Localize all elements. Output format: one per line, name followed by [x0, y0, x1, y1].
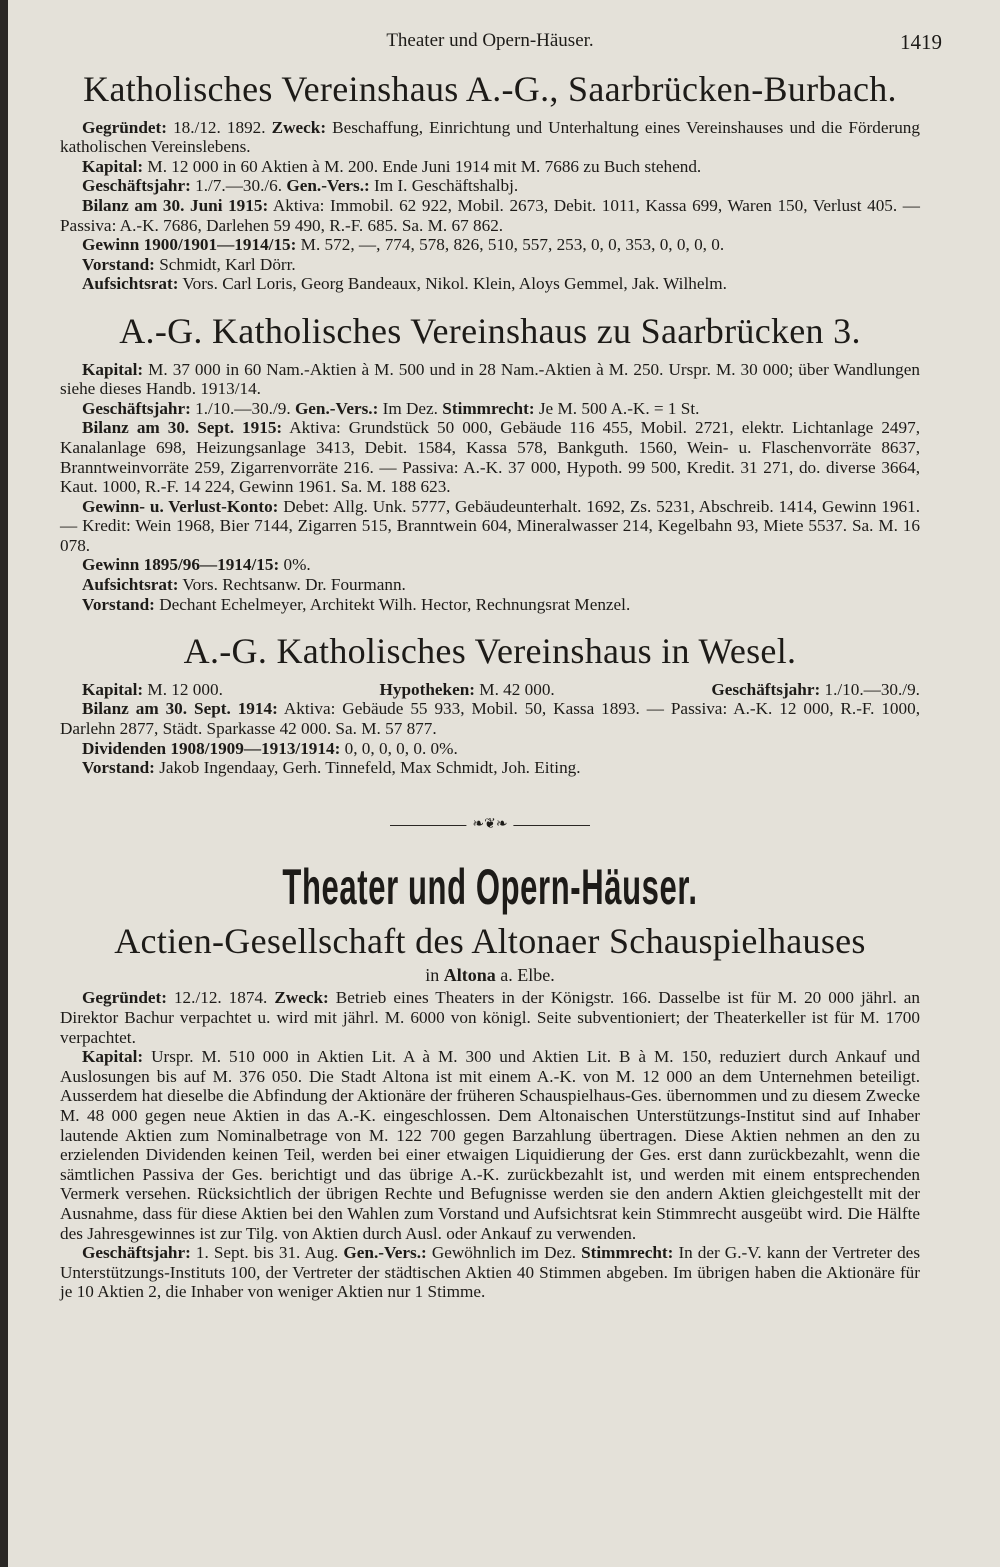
paragraph: Gegründet: 18./12. 1892. Zweck: Beschaffung, Einrichtung und Unterhaltung eines Vereinshauses und die Förderung katholischen Vereinslebens. [60, 117, 920, 157]
paragraph: Gewinn- u. Verlust-Konto: Debet: Allg. Unk. 5777, Gebäudeunterhalt. 1692, Zs. 5231, Abschreib. 1414, Gewinn 1961. — Kredit: Wein 1968, Bier 7144, Zigarren 515, Branntwein 604, Mineralwasser 214, Kegelbahn 93, Miete 5537. Sa. M. 16 078. [60, 496, 920, 555]
paragraph: Gewinn 1900/1901—1914/15: M. 572, —, 774, 578, 826, 510, 557, 253, 0, 0, 353, 0, 0, 0, 0. [82, 235, 725, 255]
paragraph: Vorstand: Dechant Echelmeyer, Architekt Wilh. Hector, Rechnungsrat Menzel. [82, 594, 631, 614]
page-header [60, 26, 942, 60]
page-number: 1419 [900, 30, 942, 54]
paragraph: Bilanz am 30. Juni 1915: Aktiva: Immobil. 62 922, Mobil. 2673, Debit. 1011, Kassa 699, Waren 150, Verlust 405. — Passiva: A.-K. 7686, Darlehen 59 490, R.-F. 685. Sa. M. 67 862. [60, 195, 920, 235]
paragraph: Aufsichtsrat: Vors. Rechtsanw. Dr. Fourmann. [82, 575, 406, 595]
section-title-saarbruecken: A.-G. Katholisches Vereinshaus zu Saarbrücken 3. [119, 310, 861, 351]
paragraph: Bilanz am 30. Sept. 1914: Aktiva: Gebäude 55 933, Mobil. 50, Kassa 1893. — Passiva: A.-K. 12 000, R.-F. 1000, Darlehn 2877, Städt. Sparkasse 42 000. Sa. M. 57 877. [60, 699, 921, 739]
paragraph: Bilanz am 30. Sept. 1915: Aktiva: Grundstück 50 000, Gebäude 116 455, Mobil. 2721, elektr. Lichtanlage 2497, Kanalanlage 698, Heizungsanlage 3413, Debit. 1584, Kassa 578, Bankguth. 1560, Wein- u. Flaschenvorräte 8637, Branntweinvorräte 259, Zigarrenvorräte 216. — Passiva: A.-K. 37 000, Hypoth. 99 500, Kredit. 31 271, do. diverse 3664, Kaut. 1000, R.-F. 14 224, Gewinn 1961. Sa. M. 188 623. [60, 418, 920, 497]
category-title: Theater und Opern-Häuser. [282, 858, 698, 915]
row-item: Kapital: M. 12 000. [82, 679, 223, 699]
paragraph: Geschäftsjahr: 1./10.—30./9. Gen.-Vers.: Im Dez. Stimmrecht: Je M. 500 A.-K. = 1 St. [82, 398, 700, 418]
row-item: Geschäftsjahr: 1./10.—30./9. [711, 679, 920, 699]
running-title: Theater und Opern-Häuser. [386, 30, 594, 51]
summary-row [60, 680, 920, 700]
paragraph: Vorstand: Schmidt, Karl Dörr. [82, 254, 296, 274]
paragraph: Kapital: M. 12 000 in 60 Aktien à M. 200. Ende Juni 1914 mit M. 7686 zu Buch stehend. [82, 156, 702, 176]
ornamental-divider [390, 818, 590, 832]
paragraph: Aufsichtsrat: Vors. Carl Loris, Georg Bandeaux, Nikol. Klein, Aloys Gemmel, Jak. Wilhelm. [82, 274, 727, 294]
paragraph: Gewinn 1895/96—1914/15: 0%. [82, 555, 311, 575]
paragraph: Kapital: M. 37 000 in 60 Nam.-Aktien à M. 500 und in 28 Nam.-Aktien à M. 250. Urspr. M. 30 000; über Wandlungen siehe dieses Handb. 1913/14. [60, 359, 920, 399]
paragraph: Gegründet: 12./12. 1874. Zweck: Betrieb eines Theaters in der Königstr. 166. Dasselbe ist für M. 20 000 jährl. an Direktor Bachur verpachtet u. wird mit jährl. M. 6000 von königl. Seite subventioniert; der Theaterkeller ist für M. 1700 verpachtet. [60, 988, 920, 1047]
paragraph: Geschäftsjahr: 1./7.—30./6. Gen.-Vers.: Im I. Geschäftshalbj. [82, 176, 519, 196]
paragraph: Geschäftsjahr: 1. Sept. bis 31. Aug. Gen.-Vers.: Gewöhnlich im Dez. Stimmrecht: In der G.-V. kann der Vertreter des Unterstützungs-Instituts 100, der Vertreter der städtischen Aktien 40 Stimmen abgeben. Im übrigen haben die Aktionäre für je 10 Aktien 2, die Inhaber von weniger Aktien nur 1 Stimme. [60, 1243, 921, 1302]
section-title-wesel: A.-G. Katholisches Vereinshaus in Wesel. [183, 631, 797, 672]
company-title: Actien-Gesellschaft des Altonaer Schauspielhauses [114, 920, 866, 961]
ornament-icon: ❧❦❧ [466, 818, 513, 832]
paragraph: Vorstand: Jakob Ingendaay, Gerh. Tinnefeld, Max Schmidt, Joh. Eiting. [82, 758, 581, 778]
paragraph: Dividenden 1908/1909—1913/1914: 0, 0, 0, 0, 0. 0%. [82, 738, 458, 758]
row-item: Hypotheken: M. 42 000. [379, 679, 555, 699]
company-location: in Altona a. Elbe. [425, 965, 555, 986]
paragraph: Kapital: Urspr. M. 510 000 in Aktien Lit. A à M. 300 und Aktien Lit. B à M. 150, reduziert durch Ankauf und Auslosungen bis auf M. 376 050. Die Stadt Altona ist mit einem A.-K. von M. 12 000 an dem Unternehmen beteiligt. Ausserdem hat dieselbe die Abfindung der Aktionäre der früheren Schauspielhaus-Ges. übernommen und zu diesem Zwecke M. 48 000 gegen neue Aktien in das A.-K. eingeschlossen. Dem Altonaischen Unterstützungs-Institut sind auf Inhaber lautende Aktien zum Nominalbetrage von M. 122 700 gegen Barzahlung übertragen. Diese Aktien nehmen an den zu erzielenden Dividenden keinen Teil, werden bei einer etwaigen Liquidierung der Ges. erst dann zurückbezahlt, wenn die sämtlichen Passiva der Ges. berichtigt und das übrige A.-K. zurückbezahlt ist, und werden mit einem entsprechenden Vermerk versehen. Rücksichtlich der übrigen Rechte und Befugnisse werden sie den andern Aktien gleichgestellt mit der Ausnahme, dass für diese Aktien bei den Wahlen zum Vorstand und Aufsichtsrat kein Stimmrecht ausgeübt wird. Die Hälfte des Jahresgewinnes ist zur Tilg. von Aktien durch Ausl. oder Ankauf zu verwenden. [60, 1047, 920, 1243]
book-spine-shadow [0, 0, 8, 1567]
section-title-burbach: Katholisches Vereinshaus A.-G., Saarbrücken-Burbach. [83, 69, 897, 109]
